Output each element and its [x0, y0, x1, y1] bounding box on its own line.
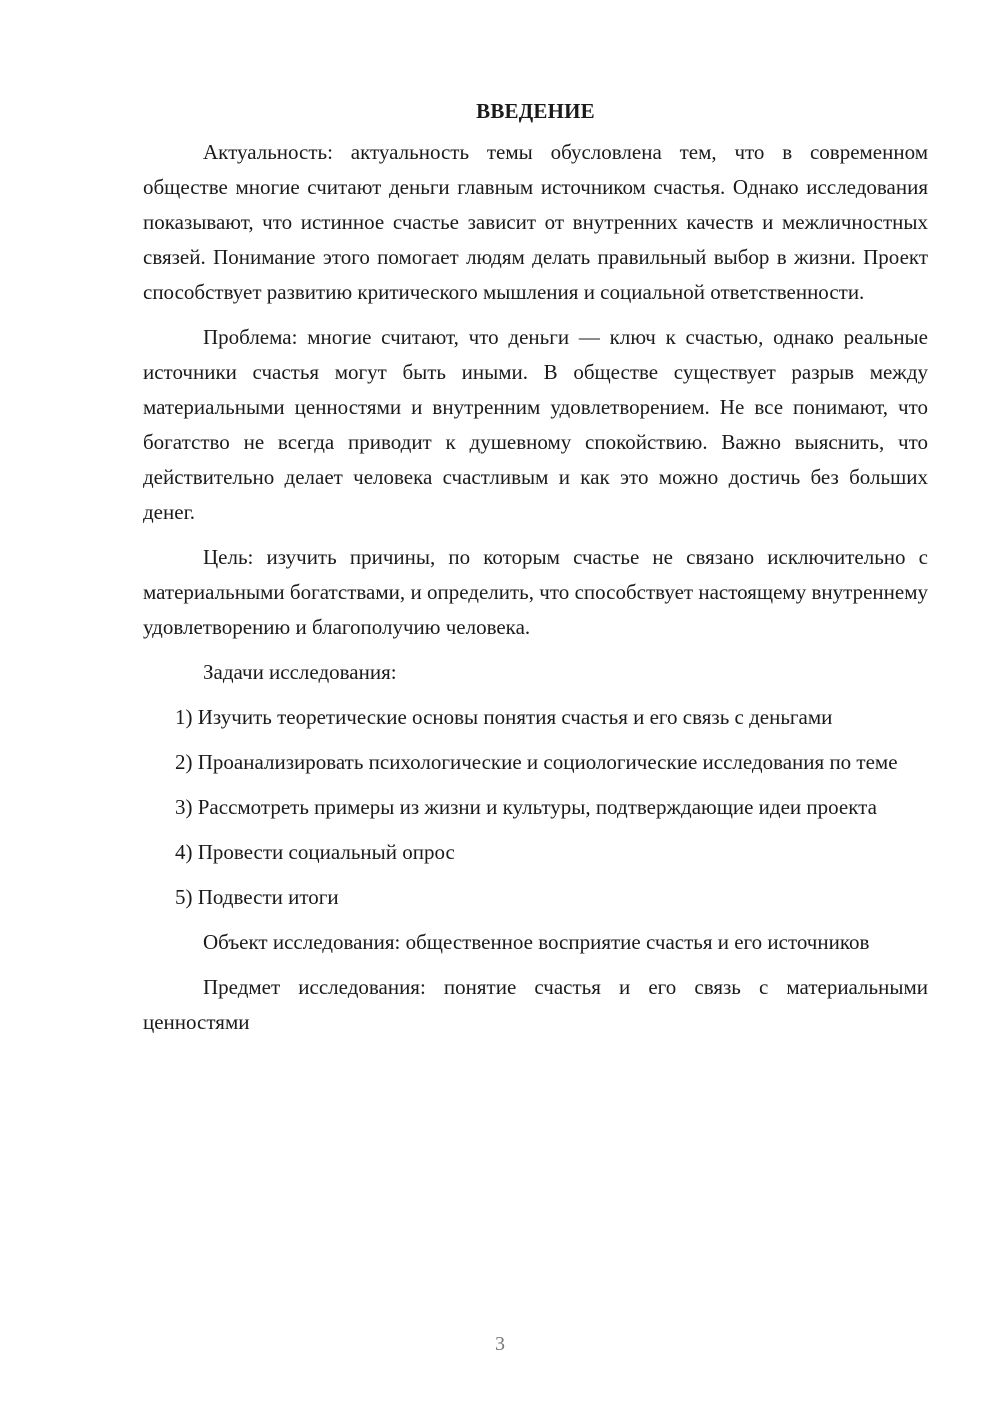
task-item-2: 2) Проанализировать психологические и социологические исследования по теме: [175, 750, 898, 774]
document-page: [143, 94, 928, 1050]
task-item-1: 1) Изучить теоретические основы понятия счастья и его связь с деньгами: [175, 705, 833, 729]
page-number: 3: [495, 1333, 505, 1355]
task-item-3: 3) Рассмотреть примеры из жизни и культуры, подтверждающие идеи проекта: [175, 795, 877, 819]
section-title: ВВЕДЕНИЕ: [476, 99, 595, 123]
subject-paragraph: Предмет исследования: понятие счастья и его связь с материальными ценностями: [143, 975, 928, 1034]
tasks-heading: Задачи исследования:: [203, 660, 397, 684]
task-item-4: 4) Провести социальный опрос: [175, 840, 455, 864]
goal-paragraph: Цель: изучить причины, по которым счастье не связано исключительно с материальными богатствами, и определить, что способствует настоящему внутреннему удовлетворению и благополучию человека.: [143, 545, 928, 639]
problem-paragraph: Проблема: многие считают, что деньги — ключ к счастью, однако реальные источники счастья могут быть иными. В обществе существует разрыв между материальными ценностями и внутренним удовлетворением. Не все понимают, что богатство не всегда приводит к душевному спокойствию. Важно выяснить, что действительно делает человека счастливым и как это можно достичь без больших денег.: [143, 325, 928, 524]
relevance-paragraph: Актуальность: актуальность темы обусловлена тем, что в современном обществе многие считают деньги главным источником счастья. Однако исследования показывают, что истинное счастье зависит от внутренних качеств и межличностных связей. Понимание этого помогает людям делать правильный выбор в жизни. Проект способствует развитию критического мышления и социальной ответственности.: [143, 140, 928, 304]
task-item-5: 5) Подвести итоги: [175, 885, 339, 909]
object-paragraph: Объект исследования: общественное восприятие счастья и его источников: [203, 930, 870, 954]
